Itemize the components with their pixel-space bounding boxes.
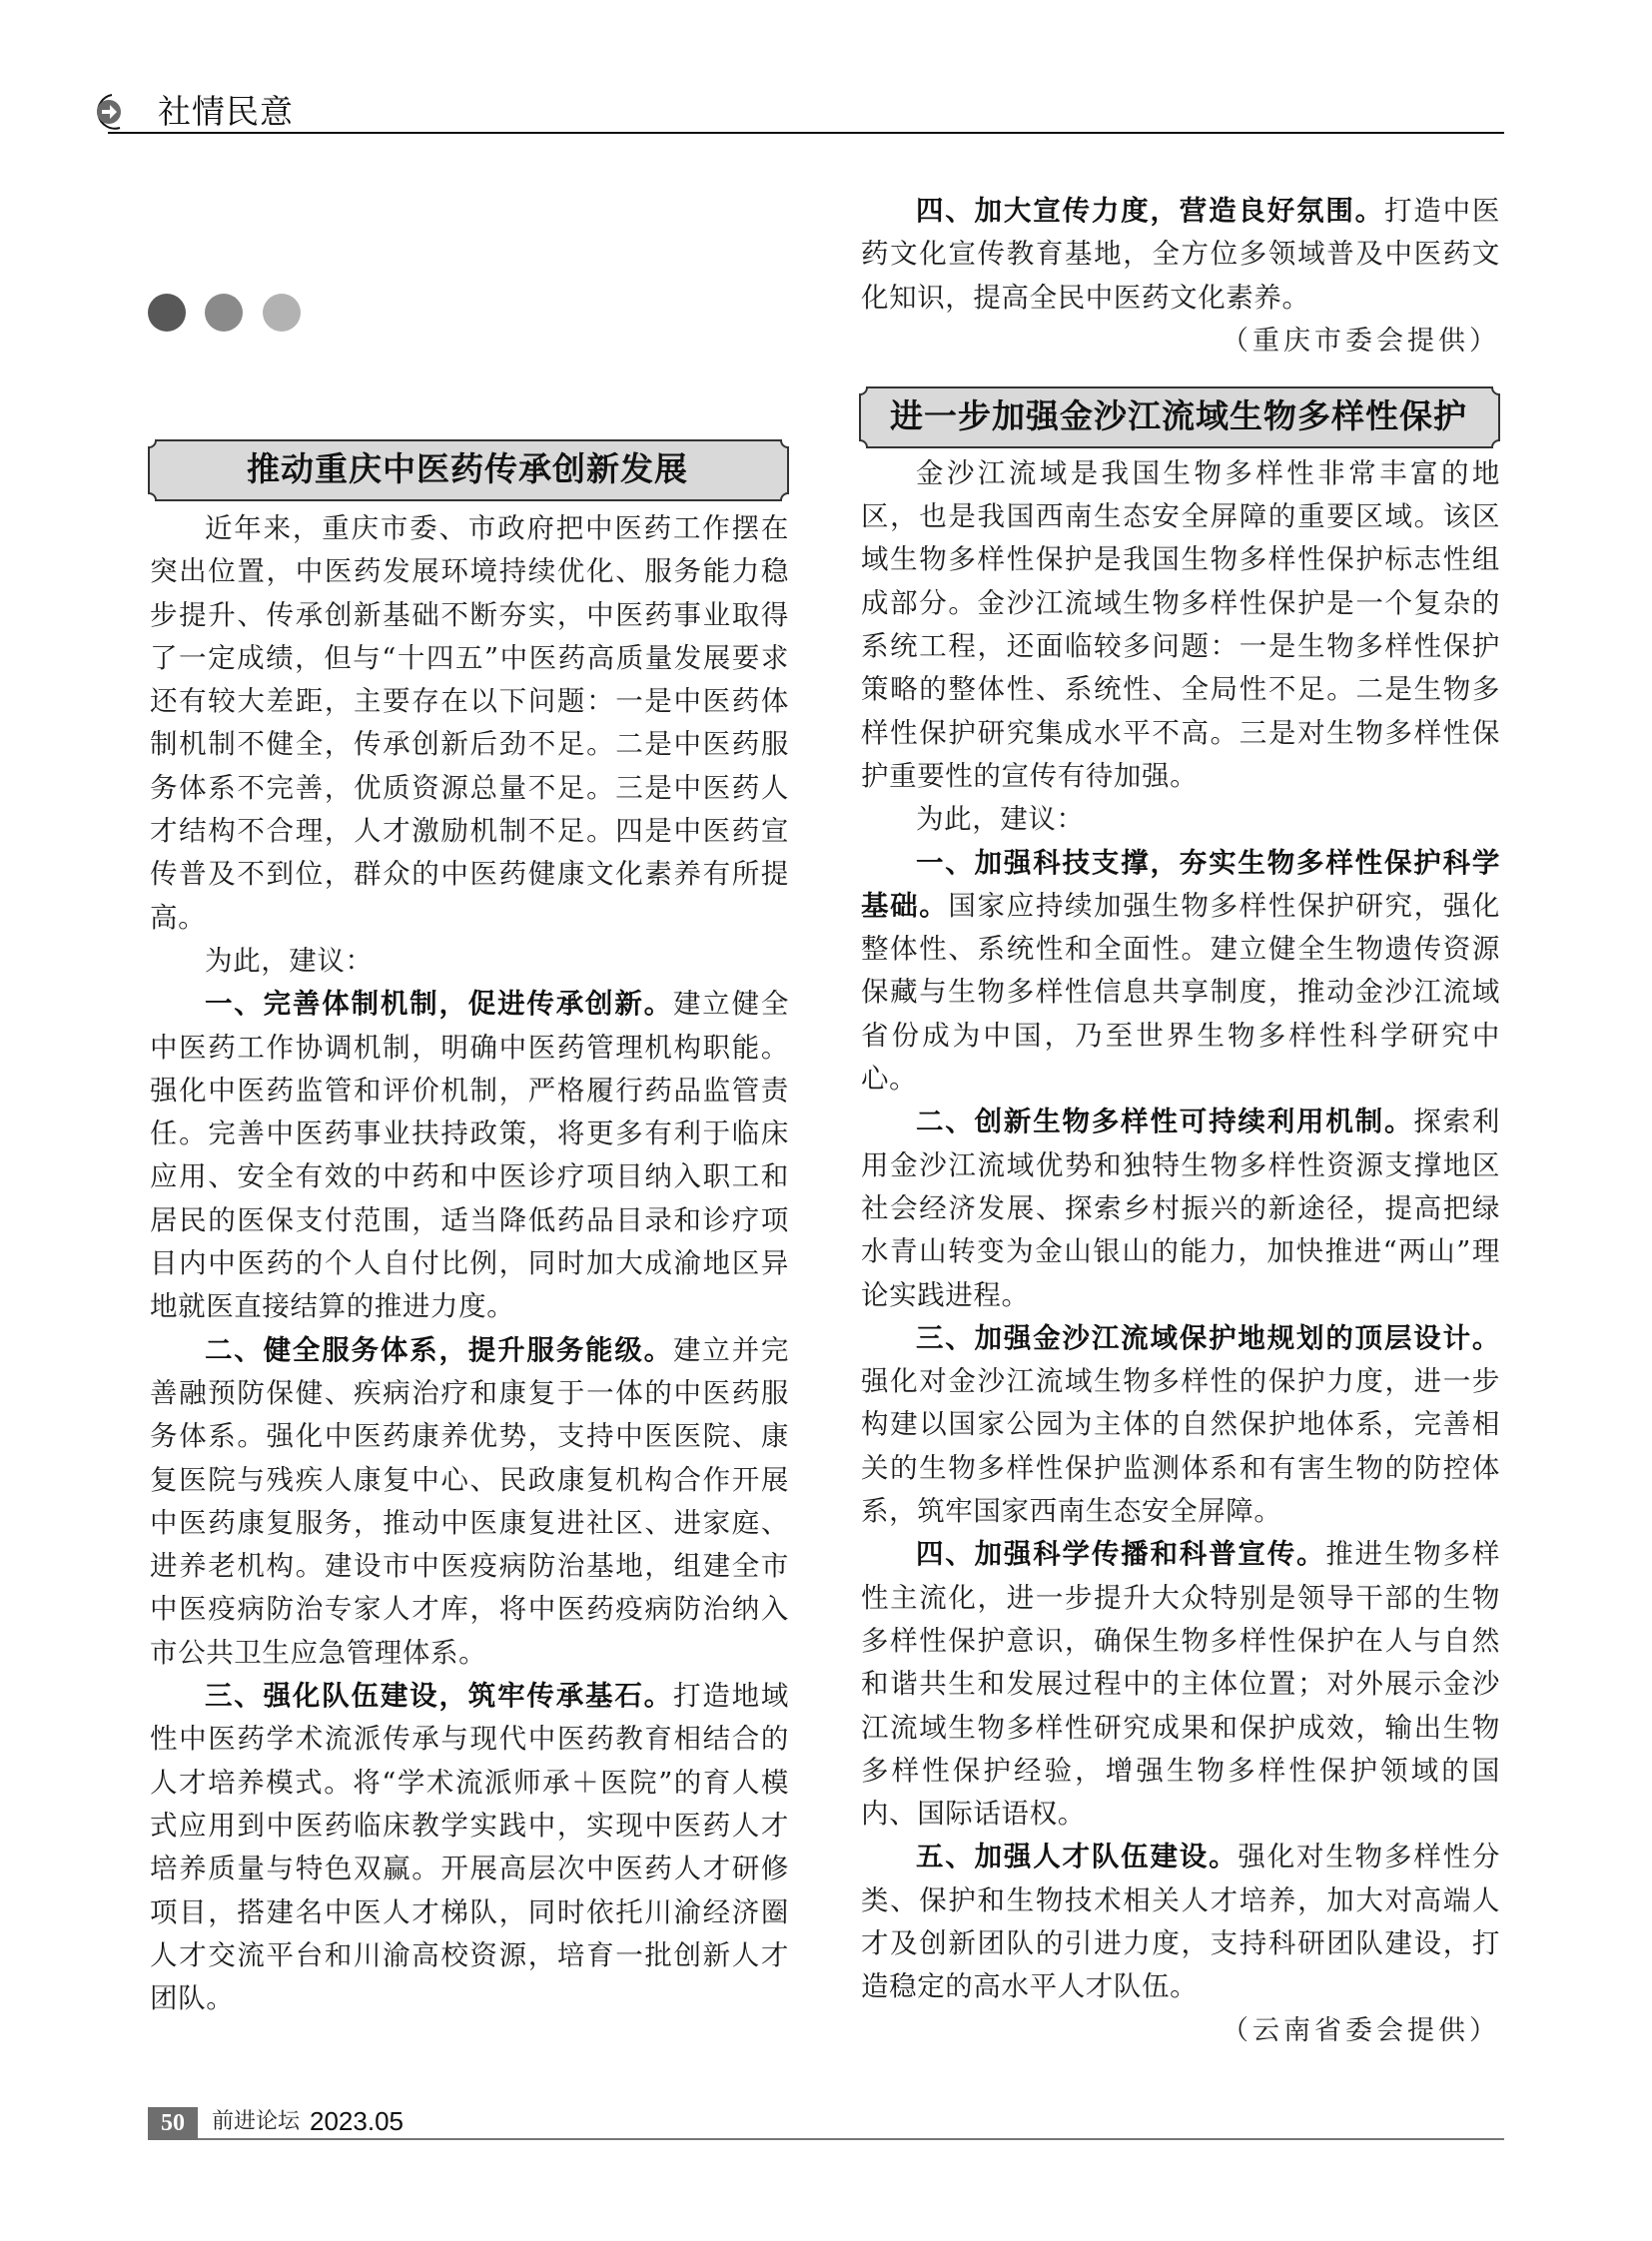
suggestion [861, 1836, 1500, 2008]
suggestion-body: 推进生物多样性主流化，进一步提升大众特别是领导干部的生物多样性保护意识，确保生物多样性保护在人与自然和谐共生和发展过程中的主体位置；对外展示金沙江流域生物多样性研究成果和保护成效，输出生物多样性保护经验，增强生物多样性保护领域的国内、国际话语权。 [861, 1538, 1500, 1831]
article-right-title-box [859, 386, 1498, 446]
article-right [861, 190, 1500, 2052]
footer-divider [198, 2138, 1504, 2140]
suggestion-heading: 四、加强科学传播和科普宣传。 [916, 1538, 1326, 1571]
suggestion-heading: 三、强化队伍建设，筑牢传承基石。 [205, 1680, 673, 1713]
article-right-lead: 为此，建议： [916, 803, 1085, 836]
article-left-title: 推动重庆中医药传承创新发展 [247, 449, 688, 488]
publication-name: 前进论坛 [212, 2109, 301, 2134]
decor-dot-1 [148, 294, 186, 332]
article-left-title-box [148, 439, 787, 499]
suggestion [861, 1533, 1500, 1836]
section-title: 社情民意 [158, 92, 294, 131]
suggestion [150, 1329, 789, 1675]
suggestion [861, 842, 1500, 1102]
suggestion-body: 国家应持续加强生物多样性保护研究，强化整体性、系统性和全面性。建立健全生物遗传资源保藏与生物多样性信息共享制度，推动金沙江流域省份成为中国，乃至世界生物多样性科学研究中心。 [861, 889, 1500, 1096]
decor-dot-2 [205, 294, 243, 332]
article-left-credit: （重庆市委会提供） [1222, 325, 1500, 357]
suggestion-heading: 四、加大宣传力度，营造良好氛围。 [916, 195, 1384, 227]
suggestion-body: 强化对金沙江流域生物多样性的保护力度，进一步构建以国家公园为主体的自然保护地体系，完善相关的生物多样性保护监测体系和有害生物的防控体系，筑牢国家西南生态安全屏障。 [861, 1365, 1500, 1528]
page-number: 50 [148, 2107, 198, 2140]
article-right-title: 进一步加强金沙江流域生物多样性保护 [890, 395, 1467, 435]
suggestion-heading: 三、加强金沙江流域保护地规划的顶层设计。 [916, 1321, 1500, 1354]
article-left-intro: 近年来，重庆市委、市政府把中医药工作摆在突出位置，中医药发展环境持续优化、服务能力稳步提升、传承创新基础不断夯实，中医药事业取得了一定成绩，但与“十四五”中医药高质量发展要求还有较大差距，主要存在以下问题：一是中医药体制机制不健全，传承创新后劲不足。二是中医药服务体系不完善，优质资源总量不足。三是中医药人才结构不合理，人才激励机制不足。四是中医药宣传普及不到位，群众的中医药健康文化素养有所提高。 [150, 512, 789, 934]
suggestion-heading: 二、健全服务体系，提升服务能级。 [205, 1333, 673, 1366]
article-left [150, 439, 789, 2020]
suggestion-heading: 二、创新生物多样性可持续利用机制。 [916, 1106, 1414, 1138]
decor-dot-3 [263, 294, 301, 332]
suggestion-body: 建立并完善融预防保健、疾病治疗和康复于一体的中医药服务体系。强化中医药康养优势，支持中医医院、康复医院与残疾人康复中心、民政康复机构合作开展中医药康复服务，推动中医康复进社区、进家庭、进养老机构。建设市中医疫病防治基地，组建全市中医疫病防治专家人才库，将中医药疫病防治纳入市公共卫生应急管理体系。 [150, 1333, 789, 1669]
suggestion-body: 打造地域性中医药学术流派传承与现代中医药教育相结合的人才培养模式。将“学术流派师承＋医院”的育人模式应用到中医药临床教学实践中，实现中医药人才培养质量与特色双赢。开展高层次中医药人才研修项目，搭建名中医人才梯队，同时依托川渝经济圈人才交流平台和川渝高校资源，培育一批创新人才团队。 [150, 1680, 789, 2015]
suggestion-body: 探索利用金沙江流域优势和独特生物多样性资源支撑地区社会经济发展、探索乡村振兴的新途径，提高把绿水青山转变为金山银山的能力，加快推进“两山”理论实践进程。 [861, 1106, 1500, 1311]
suggestion-heading: 一、加强科技支撑，夯实生物多样性保护科学基础。 [861, 846, 1500, 922]
suggestion-body: 建立健全中医药工作协调机制，明确中医药管理机构职能。强化中医药监管和评价机制，严格履行药品监管责任。完善中医药事业扶持政策，将更多有利于临床应用、安全有效的中药和中医诊疗项目纳入职工和居民的医保支付范围，适当降低药品目录和诊疗项目内中医药的个人自付比例，同时加大成渝地区异地就医直接结算的推进力度。 [150, 988, 789, 1323]
suggestion-body: 打造中医药文化宣传教育基地，全方位多领域普及中医药文化知识，提高全民中医药文化素养。 [861, 195, 1500, 314]
article-right-credit: （云南省委会提供） [1222, 2014, 1500, 2046]
arrow-right-circle-icon [90, 92, 128, 132]
issue-date: 2023.05 [310, 2106, 404, 2136]
suggestion [150, 1675, 789, 2020]
suggestion-heading: 五、加强人才队伍建设。 [916, 1841, 1239, 1873]
suggestion [150, 983, 789, 1328]
suggestion-body: 强化对生物多样性分类、保护和生物技术相关人才培养，加大对高端人才及创新团队的引进力度，支持科研团队建设，打造稳定的高水平人才队伍。 [861, 1841, 1500, 2003]
suggestion [861, 1317, 1500, 1533]
article-right-intro: 金沙江流域是我国生物多样性非常丰富的地区，也是我国西南生态安全屏障的重要区域。该区域生物多样性保护是我国生物多样性保护标志性组成部分。金沙江流域生物多样性保护是一个复杂的系统工程，还面临较多问题：一是生物多样性保护策略的整体性、系统性、全局性不足。二是生物多样性保护研究集成水平不高。三是对生物多样性保护重要性的宣传有待加强。 [861, 456, 1500, 792]
suggestion [861, 190, 1500, 320]
suggestion [861, 1101, 1500, 1316]
article-left-lead: 为此，建议： [205, 944, 374, 977]
suggestion-heading: 一、完善体制机制，促进传承创新。 [205, 988, 673, 1021]
header-divider [108, 132, 1504, 134]
